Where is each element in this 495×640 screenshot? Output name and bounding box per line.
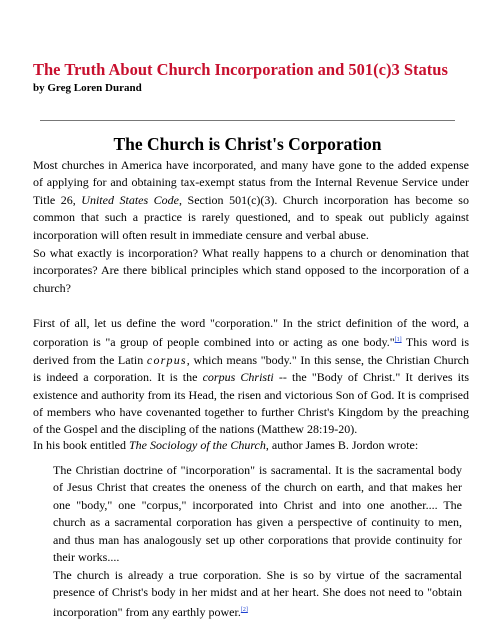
- text-run: , author James B. Jordon wrote:: [265, 438, 419, 452]
- text-run: This word is derived from the Latin: [33, 335, 469, 367]
- paragraph-definition: [33, 315, 469, 439]
- document-title: The Truth About Church Incorporation and 501(c)3 Status: [33, 60, 448, 79]
- section-heading: The Church is Christ's Corporation: [113, 134, 382, 154]
- author-byline: by Greg Loren Durand: [33, 82, 142, 94]
- text-run: -- the "Body of Christ." It derives its existence and authority from its Head, the risen and victorious Son of God. It is comprised of members who have covenanted together to further Christ's Kingdom by the preaching of the Gospel and the discipling of the nations (Matthew 28:19-20).: [33, 370, 469, 437]
- latin-term: [147, 353, 187, 367]
- emphasis-corpus-christi: corpus Christi: [202, 370, 274, 385]
- emphasis-corpus: corpus: [146, 352, 187, 367]
- text-run: First of all, let us define the word "corporation." In the strict definition of the word, a corporation is "a group of people combined into or acting as one body.": [33, 316, 469, 350]
- paragraph-intro: [33, 157, 469, 244]
- paragraph-questions: So what exactly is incorporation? What really happens to a church or denomination that incorporates? Are there biblical principles which stand opposed to the incorporation of a church?: [33, 246, 469, 295]
- book-title: The Sociology of the Church: [129, 438, 266, 452]
- blockquote-paragraph-2: [53, 567, 462, 621]
- text-run: , which means "body." In this sense, the Christian Church is indeed a corporation. It is the: [33, 352, 470, 385]
- text-run: The church is already a true corporation. She is so by virtue of the sacramental presence of Christ's body in her midst and at her heart. She does not need to "obtain incorporation" from any earthly power.: [53, 568, 462, 619]
- text-run: , Section 501(c)(3). Church incorporation has become so common that such a practice is rarely questioned, and to speak out publicly against incorporation will often result in immediate censure and verbal abuse.: [33, 192, 469, 242]
- blockquote-paragraph-1: The Christian doctrine of "incorporation" is sacramental. It is the sacramental body of Jesus Christ that creates the oneness of the church on earth, and that makes her one "body," one "corpus," incorporated into Christ and into one another.... The church as a sacramental corporation has given a perspective of continuity to men, and thus man has analogously set up other corporations that provide continuity for their works....: [53, 463, 462, 565]
- text-run: In his book entitled: [33, 438, 129, 452]
- paragraph-citation-intro: [33, 437, 469, 454]
- text-run: Most churches in America have incorporated, and many have gone to the added expense of applying for and obtaining tax-exempt status from the Internal Revenue Service under Title 26,: [33, 158, 469, 207]
- horizontal-divider: [40, 120, 455, 121]
- footnote-link-2[interactable]: [2]: [240, 606, 248, 613]
- emphasis-usc: United States Code: [81, 192, 180, 207]
- footnote-link-1[interactable]: [1]: [394, 337, 402, 344]
